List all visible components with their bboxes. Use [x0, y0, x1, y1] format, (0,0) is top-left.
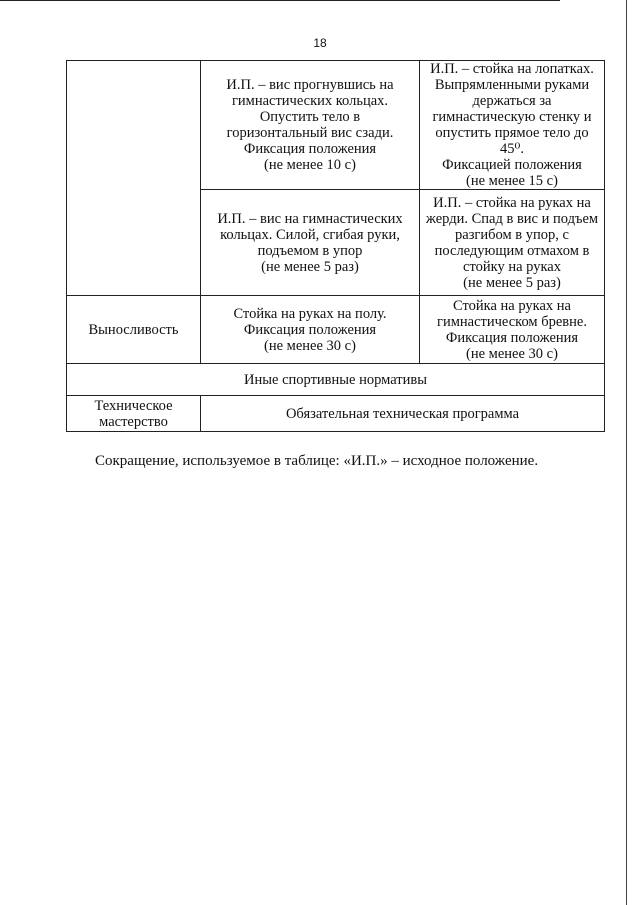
section-header-cell: Иные спортивные нормативы — [67, 364, 605, 396]
table-row — [67, 61, 605, 190]
exercise-cell: И.П. – стойка на лопатках. Выпрямленными руками держаться за гимнастическую стенку и опустить прямое тело до 45⁰. Фиксацией положения (не менее 15 с) — [420, 61, 605, 190]
section-header-row — [67, 364, 605, 396]
table-row — [67, 296, 605, 364]
program-cell: Обязательная техническая программа — [201, 396, 605, 432]
exercise-cell: И.П. – стойка на руках на жерди. Спад в вис и подъем разгибом в упор, с последующим отмахом в стойку на руках (не менее 5 раз) — [420, 190, 605, 296]
exercise-cell: Стойка на руках на гимнастическом бревне. Фиксация положения (не менее 30 с) — [420, 296, 605, 364]
abbreviation-note: Сокращение, используемое в таблице: «И.П.» – исходное положение. — [95, 453, 539, 469]
top-rule — [0, 0, 560, 1]
page-number: 18 — [313, 36, 327, 50]
table-row — [67, 396, 605, 432]
exercise-cell: И.П. – вис прогнувшись на гимнастических кольцах. Опустить тело в горизонтальный вис сзади. Фиксация положения (не менее 10 с) — [201, 61, 420, 190]
exercise-cell: Стойка на руках на полу. Фиксация положения (не менее 30 с) — [201, 296, 420, 364]
exercise-cell: И.П. – вис на гимнастических кольцах. Силой, сгибая руки, подъемом в упор (не менее 5 раз) — [201, 190, 420, 296]
page-edge-rule — [626, 0, 627, 905]
category-cell — [67, 61, 201, 296]
category-cell: Техническое мастерство — [67, 396, 201, 432]
category-cell: Выносливость — [67, 296, 201, 364]
standards-table — [66, 60, 605, 432]
